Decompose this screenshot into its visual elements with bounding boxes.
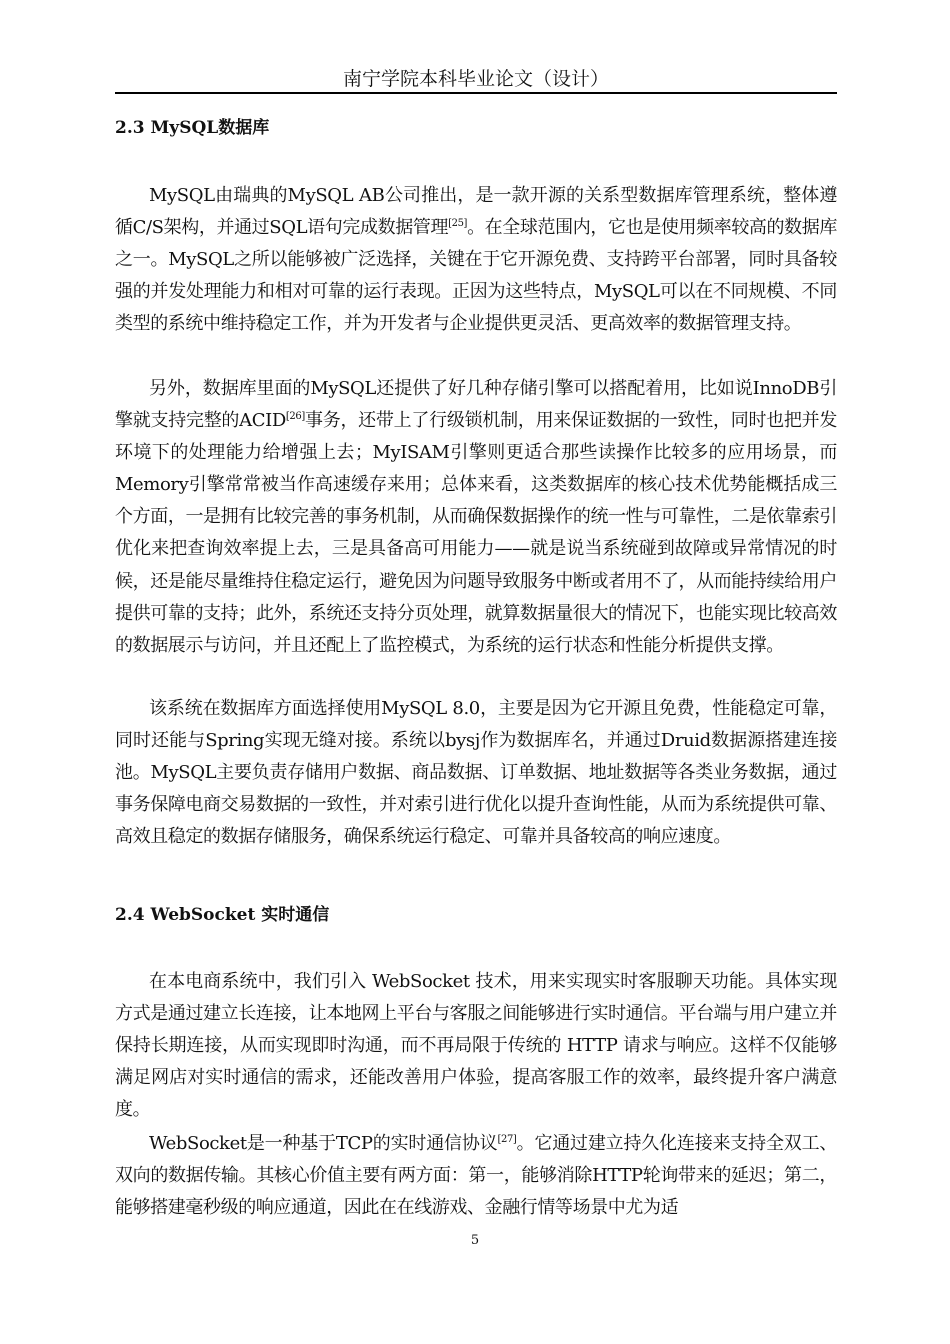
paragraph [115,693,837,853]
paragraph [115,966,837,1126]
paragraph-text: 另外，数据库里面的MySQL还提供了好几种存储引擎可以搭配着用，比如说InnoDB引擎就支持完整的ACID [115,378,837,432]
paragraph [115,180,837,340]
paragraph-text: 该系统在数据库方面选择使用MySQL 8.0，主要是因为它开源且免费，性能稳定可靠，同时还能与Spring实现无缝对接。系统以bysj作为数据库名，并通过Druid数据源搭建连接池。MySQL主要负责存储用户数据、商品数据、订单数据、地址数据等各类业务数据，通过事务保障电商交易数据的一致性，并对索引进行优化以提升查询性能，从而为系统提供可靠、高效且稳定的数据存储服务，确保系统运行稳定、可靠并具备较高的响应速度。 [115,698,837,848]
citation-marker: [27] [497,1134,517,1145]
citation-marker: [25] [448,218,468,230]
header-rule [115,92,837,94]
paragraph-text: WebSocket是一种基于TCP的实时通信协议 [149,1133,498,1154]
paragraph-text: 事务，还带上了行级锁机制，用来保证数据的一致性，同时也把并发环境下的处理能力给增强上去；MyISAM引擎则更适合那些读操作比较多的应用场景，而Memory引擎常常被当作高速缓存来用；总体来看，这类数据库的核心技术优势能概括成三个方面，一是拥有比较完善的事务机制，从而确保数据操作的统一性与可靠性，二是依靠索引优化来把查询效率提上去，三是具备高可用能力——就是说当系统碰到故障或异常情况的时候，还是能尽量维持住稳定运行，避免因为问题导致服务中断或者用不了，从而能持续给用户提供可靠的支持；此外，系统还支持分页处理，就算数据量很大的情况下，也能实现比较高效的数据展示与访问，并且还配上了监控模式，为系统的运行状态和性能分析提供支撑。 [115,410,837,656]
page-number: 5 [470,1233,480,1248]
paragraph-text: 在本电商系统中，我们引入 WebSocket 技术，用来实现实时客服聊天功能。具体实现方式是通过建立长连接，让本地网上平台与客服之间能够进行实时通信。平台端与用户建立并保持长期连接，从而实现即时沟通，而不再局限于传统的 HTTP 请求与响应。这样不仅能够满足网店对实时通信的需求，还能改善用户体验，提高客服工作的效率，最终提升客户满意度。 [115,971,837,1121]
paragraph-text: MySQL由瑞典的MySQL AB公司推出，是一款开源的关系型数据库管理系统，整体遵循C/S架构，并通过SQL语句完成数据管理 [115,185,837,239]
running-header-title: 南宁学院本科毕业论文（设计） [342,68,609,90]
paragraph-text: 。它通过建立持久化连接来支持全双工、双向的数据传输。其核心价值主要有两方面：第一，能够消除HTTP轮询带来的延迟；第二，能够搭建毫秒级的响应通道，因此在在线游戏、金融行情等场景中尤为适 [115,1133,837,1219]
paragraph-text: 。在全球范围内，它也是使用频率较高的数据库之一。MySQL之所以能够被广泛选择，关键在于它开源免费、支持跨平台部署，同时具备较强的并发处理能力和相对可靠的运行表现。正因为这些特点，MySQL可以在不同规模、不同类型的系统中维持稳定工作，并为开发者与企业提供更灵活、更高效率的数据管理支持。 [115,217,837,335]
citation-marker: [26] [285,411,305,423]
paragraph [115,1128,837,1224]
paragraph [115,373,837,662]
section-heading-2-3: 2.3 MySQL数据库 [115,118,270,138]
section-heading-2-4: 2.4 WebSocket 实时通信 [115,905,330,925]
